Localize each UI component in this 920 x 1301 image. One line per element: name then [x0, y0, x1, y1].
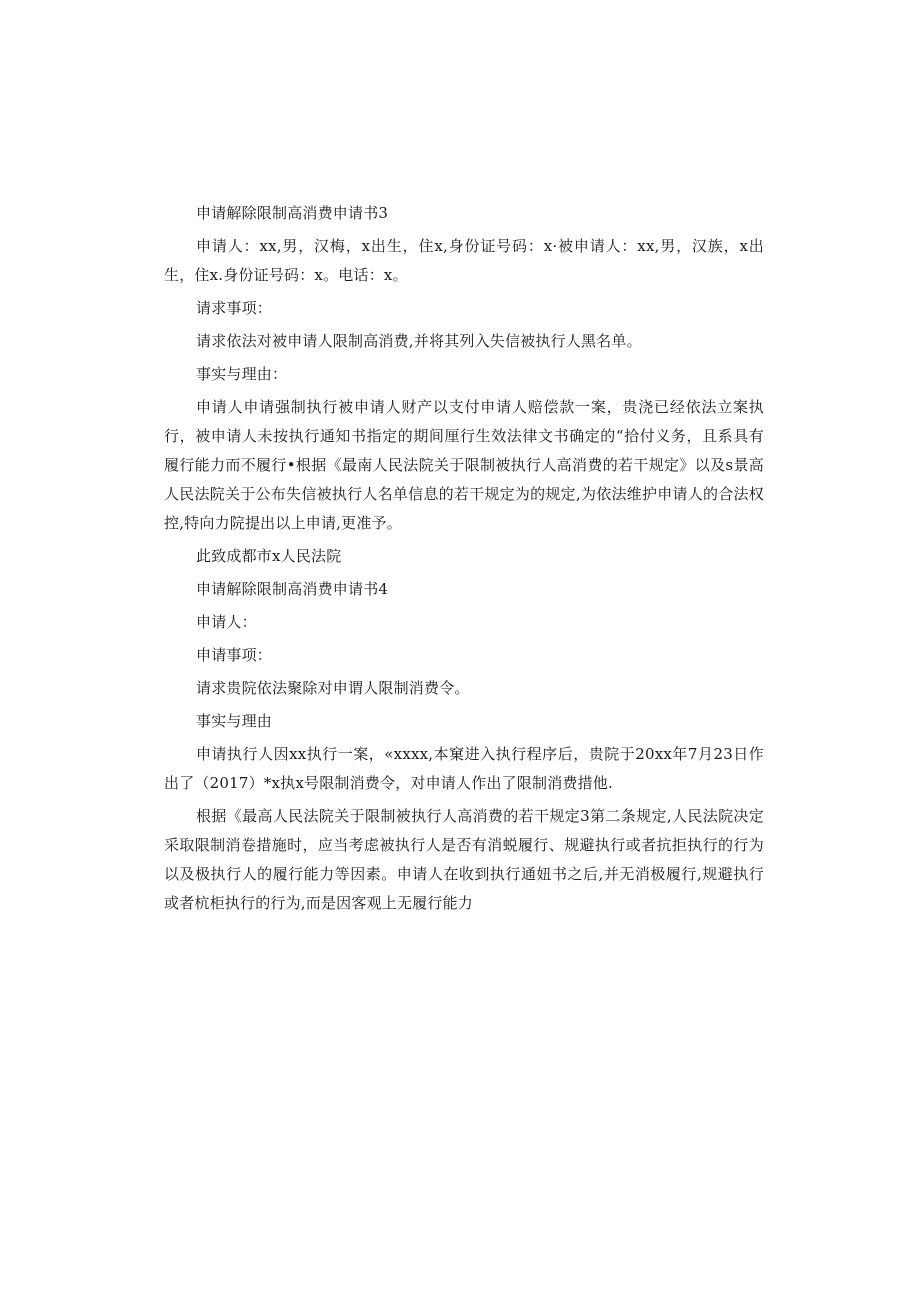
facts-reasons-label: 事实与理由： — [196, 365, 288, 383]
application-items-text: 请求贵院依法聚除对申谓人限制消费令。 — [196, 679, 470, 697]
legal-basis: 根据《最高人民法院关于限制被执行人高消费的若干规定3第二条规定,人民法院决定采取限制消卷措施时，应当考虑被执行人是否有消蜕履行、规避执行或者抗拒执行的行为以及极执行人的履行能力等因素。申请人在收到执行通妞书之后,并无消极履行,规避执行或者杭柜执行的行为,而是因客观上无履行能力 — [164, 807, 764, 912]
addressee: 此致成都市x人民法院 — [196, 547, 342, 565]
facts-reasons-label-2: 事实与理由 — [196, 712, 273, 730]
request-items-label: 请求事项： — [196, 299, 273, 317]
heading-application-3: 申请解除限制高消费申请书3 — [196, 204, 389, 222]
applicant-info: 申请人：xx,男，汉梅，x出生，住x,身份证号码：x·被申请人：xx,男，汉族，x出生，住x.身份证号码：x。电话：x。 — [164, 237, 764, 284]
execution-background: 申请执行人因xx执行一案，«xxxx,本窠进入执行程序后，贵院于20xx年7月23日作出了（2017）*x执x号限制消费令，对申请人作出了限制消费措他. — [164, 745, 764, 792]
application-items-label: 申请事项： — [196, 646, 273, 664]
facts-reasons-text: 申请人申请强制执行被申请人财产以支付申请人赔偿款一案，贵浇已经依法立案执行，被申请人未按执行通知书指定的期间厘行生效法律文书确定的“拾付义务，且系具有履行能力而不履行•根据《最南人民法院关于限制被执行人高消费的若干规定》以及s景高人民法院关于公布失信被执行人名单信息的若干规定为的规定,为依法维护申请人的合法权控,特向力院提出以上申请,更准予。 — [164, 398, 764, 532]
request-items-text: 请求依法对被申请人限制高消费,并将其列入失信被执行人黑名单。 — [196, 332, 642, 350]
applicant-label: 申请人： — [196, 613, 257, 631]
heading-application-4: 申请解除限制高消费申请书4 — [196, 580, 389, 598]
document-body — [164, 199, 764, 918]
